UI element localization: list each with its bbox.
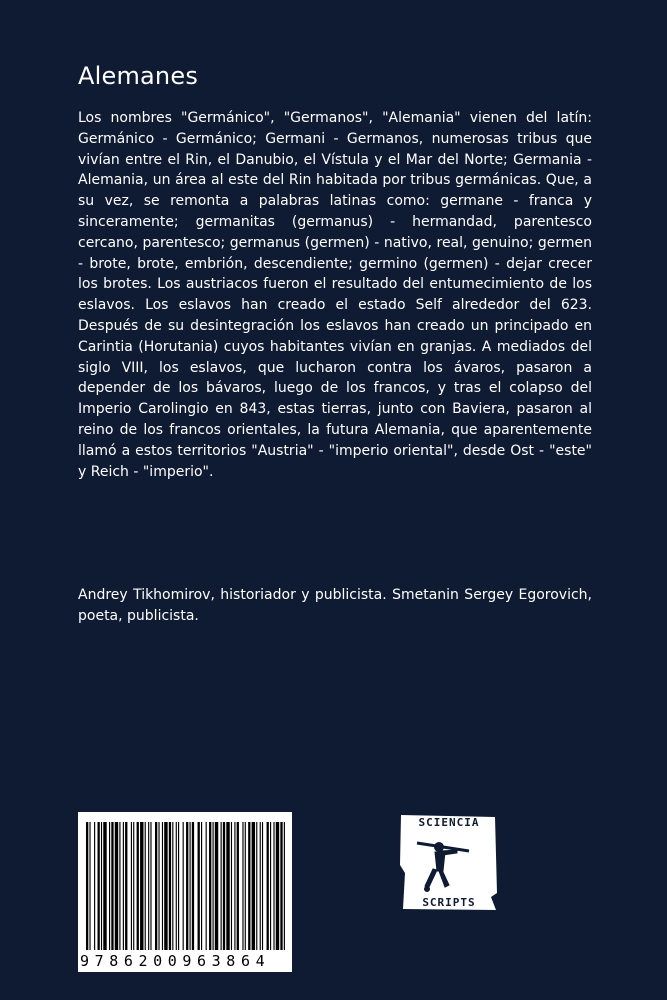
barcode-bar [111,822,113,950]
barcode-bar [221,822,222,950]
barcode-bar [248,822,250,950]
barcode-bar [94,822,95,950]
barcode-bar [125,822,127,950]
barcode-bar [123,822,124,950]
book-title: Alemanes [78,62,199,90]
barcode-bar [276,822,279,950]
barcode-bar [164,822,167,950]
barcode-bar [215,822,218,950]
barcode-bar [162,822,163,950]
barcode-bar [273,822,274,950]
barcode-bar [131,822,132,950]
barcode-bar [262,822,263,950]
barcode-bar [172,822,173,950]
barcode-bar [280,822,282,950]
barcode-bar [260,822,261,950]
barcode-bar [86,822,88,950]
barcode-bar [245,822,246,950]
barcode-bar [237,822,239,950]
barcode-bar [155,822,157,950]
barcode-bar [242,822,243,950]
barcode-bar [267,822,269,950]
barcode-bar [178,822,179,950]
barcode-bar [201,822,202,950]
barcode-bar [234,822,235,950]
isbn-number: 9786200963864 [80,952,271,970]
author-bio: Andrey Tikhomirov, historiador y publicista. Smetanin Sergey Egorovich, poeta, publicista. [78,587,592,624]
publisher-logo [399,813,499,913]
barcode-bar [103,822,106,950]
barcode-bar [109,822,110,950]
back-cover-description: Los nombres "Germánico", "Germanos", "Alemania" vienen del latín: Germánico - Germánico; Germani - Germanos, numerosas tribus que vivían entre el Rin, el Danubio, el Vístula y el Mar del Norte; Germania - Alemania, un área al este del Rin habitada por tribus germánicas. Que, a su vez, se remonta a palabras latinas como: germane - franca y sinceramente; germanitas (germanus) - hermandad, parentesco cercano, parentesco; germanus (germen) - nativo, real, genuino; germen - brote, brote, embrión, descendiente; germino (germen) - dejar crecer los brotes. Los austriacos fueron el resultado del entumecimiento de los eslavos. Los eslavos han creado el estado Self alrededor del 623. Después de su desintegración los eslavos han creado un principado en Carintia (Horutania) cuyos habitantes vivían en granjas. A mediados del siglo VIII, los eslavos, que lucharon contra los ávaros, pasaron a depender de los bávaros, luego de los francos, y tras el colapso del Imperio Carolingio en 843, estas tierras, junto con Baviera, pasaron al reino de los francos orientales, la futura Alemania, que aparentemente llamó a estos territorios "Austria" - "imperio oriental", desde Ost - "este" y Reich - "imperio". [78,110,592,480]
barcode-bar [140,822,143,950]
barcode-bar [256,822,257,950]
barcode-bars [78,812,292,952]
barcode-bar [183,822,184,950]
barcode-bar [150,822,151,950]
barcode-bar [252,822,255,950]
barcode-bar [226,822,229,950]
barcode-bar [158,822,159,950]
barcode-bar [198,822,200,950]
barcode-bar [231,822,232,950]
barcode-bar [213,822,214,950]
barcode-bar [115,822,118,950]
barcode-bar [137,822,139,950]
barcode-bar [148,822,149,950]
barcode-bar [270,822,271,950]
barcode-bar [223,822,225,950]
barcode-bar [98,822,100,950]
publisher-name-top: SCIENCIA [418,816,480,829]
barcode-bar [176,822,177,950]
barcode-bar [89,822,90,950]
barcode-bar [169,822,171,950]
barcode-bar [284,822,285,950]
publisher-name-bottom: SCRIPTS [422,896,476,909]
barcode-bar [186,822,188,950]
barcode-bar [190,822,191,950]
barcode-bar [206,822,207,950]
barcode-bar [145,822,146,950]
barcode-bar [209,822,211,950]
barcode-bar [133,822,134,950]
barcode-bar [119,822,120,950]
barcode-bar [192,822,194,950]
barcode-bar [101,822,102,950]
isbn-barcode [78,812,292,972]
